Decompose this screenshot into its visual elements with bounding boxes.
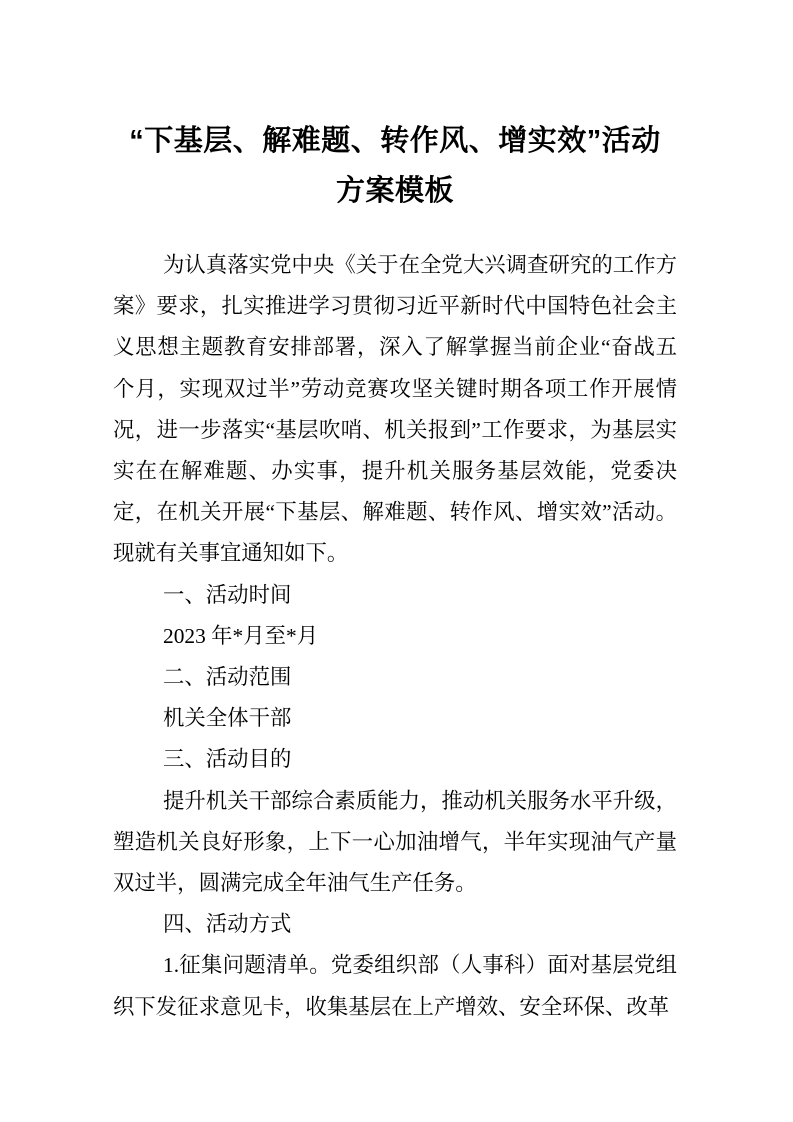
document-title xyxy=(113,116,677,216)
document-title-line-2: 方案模板 xyxy=(335,175,454,207)
document-body xyxy=(113,245,677,1028)
paragraph-activity-time-value: 2023 年*月至*月 xyxy=(163,623,319,648)
heading-activity-time: 一、活动时间 xyxy=(163,582,292,607)
document-title-line-1: “下基层、解难题、转作风、增实效”活动 xyxy=(129,125,661,157)
paragraph-intro: 为认真落实党中央《关于在全党大兴调查研究的工作方案》要求，扎实推进学习贯彻习近平新时代中国特色社会主义思想主题教育安排部署，深入了解掌握当前企业“奋战五个月，实现双过半”劳动竞赛攻坚关键时期各项工作开展情况，进一步落实“基层吹哨、机关报到”工作要求，为基层实实在在解难题、办实事，提升机关服务基层效能，党委决定，在机关开展“下基层、解难题、转作风、增实效”活动。现就有关事宜通知如下。 xyxy=(113,253,677,566)
heading-activity-purpose: 三、活动目的 xyxy=(163,747,292,772)
heading-activity-scope: 二、活动范围 xyxy=(163,665,292,690)
paragraph-activity-method-item-1: 1.征集问题清单。党委组织部（人事科）面对基层党组织下发征求意见卡，收集基层在上产增效、安全环保、改革 xyxy=(113,953,677,1019)
paragraph-activity-purpose-value: 提升机关干部综合素质能力，推动机关服务水平升级，塑造机关良好形象，上下一心加油增气，半年实现油气产量双过半，圆满完成全年油气生产任务。 xyxy=(113,788,677,896)
heading-activity-method: 四、活动方式 xyxy=(163,912,292,937)
paragraph-activity-scope-value: 机关全体干部 xyxy=(163,706,292,731)
